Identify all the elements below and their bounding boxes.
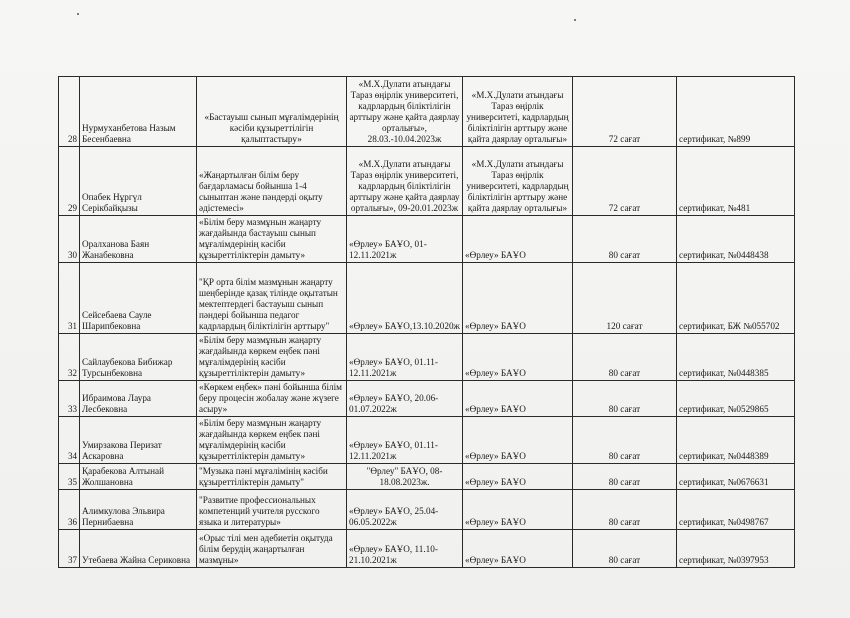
course-hours: 80 сағат	[573, 464, 677, 490]
course-organizer-and-dates: «Өрлеу» БАҰО, 01-12.11.2021ж	[347, 216, 463, 263]
course-title: «Орыс тілі мен әдебиетін оқытуда білім берудің жаңартылған мазмұны»	[197, 530, 347, 568]
certificate-number: сертификат, БЖ №055702	[677, 263, 795, 334]
issuing-institution: «Өрлеу» БАҰО	[463, 530, 573, 568]
teacher-name: Утебаева Жайна Сериковна	[80, 530, 197, 568]
table-row	[59, 381, 795, 417]
table-row	[59, 334, 795, 381]
course-title: "ҚР орта білім мазмұнын жаңарту шеңберінде қазақ тілінде оқытатын мектептердегі бастауыш сынып пәндері бойынша педагог кадрлардың біліктілігін арттыру"	[197, 263, 347, 334]
teacher-name: Алимкулова Эльвира Пернибаевна	[80, 490, 197, 530]
course-organizer-and-dates: «Өрлеу» БАҰО, 01.11-12.11.2021ж	[347, 334, 463, 381]
course-title: «Білім беру мазмұнын жаңарту жағдайында бастауыш сынып мұғалімдерінің кәсіби құзыреттіліктерін дамыту»	[197, 216, 347, 263]
certificate-number: сертификат, №0529865	[677, 381, 795, 417]
table-row	[59, 263, 795, 334]
row-number: 28	[59, 77, 80, 147]
row-number: 30	[59, 216, 80, 263]
table-row	[59, 490, 795, 530]
row-number: 33	[59, 381, 80, 417]
row-number: 36	[59, 490, 80, 530]
course-organizer-and-dates: «Өрлеу» БАҰО, 01.11-12.11.2021ж	[347, 417, 463, 464]
course-organizer-and-dates: "Өрлеу" БАҰО, 08-18.08.2023ж.	[347, 464, 463, 490]
table-row	[59, 417, 795, 464]
course-title: «Жаңартылған білім беру бағдарламасы бойынша 1-4 сыныптан және пәндерді оқыту әдістемесі»	[197, 147, 347, 216]
course-hours: 80 сағат	[573, 334, 677, 381]
teacher-name: Оралханова Баян Жанабековна	[80, 216, 197, 263]
issuing-institution: «Өрлеу» БАҰО	[463, 417, 573, 464]
issuing-institution: «Өрлеу» БАҰО	[463, 334, 573, 381]
course-organizer-and-dates: «М.Х.Дулати атындағы Тараз өңірлік университеті, кадрлардың біліктілігін арттыру және қайта даярлау орталығы», 09-20.01.2023ж	[347, 147, 463, 216]
row-number: 34	[59, 417, 80, 464]
row-number: 35	[59, 464, 80, 490]
issuing-institution: «Өрлеу» БАҰО	[463, 216, 573, 263]
teacher-name: Сейсебаева Сауле Шарипбековна	[80, 263, 197, 334]
issuing-institution: «М.Х.Дулати атындағы Тараз өңірлік университеті, кадрлардың біліктілігін арттыру және қайта даярлау орталығы»	[463, 147, 573, 216]
course-title: "Музыка пәні мұғалімінің кәсіби құзыреттіліктерін дамыту"	[197, 464, 347, 490]
course-hours: 72 сағат	[573, 147, 677, 216]
course-organizer-and-dates: «Өрлеу» БАҰО, 25.04-06.05.2022ж	[347, 490, 463, 530]
table-row	[59, 464, 795, 490]
certificate-number: сертификат, №0498767	[677, 490, 795, 530]
teacher-name: Сайлаубекова Бибижар Турсынбековна	[80, 334, 197, 381]
scan-speck	[77, 13, 79, 15]
course-hours: 80 сағат	[573, 417, 677, 464]
course-organizer-and-dates: «Өрлеу» БАҰО, 11.10-21.10.2021ж	[347, 530, 463, 568]
course-hours: 80 сағат	[573, 530, 677, 568]
course-hours: 72 сағат	[573, 77, 677, 147]
issuing-institution: «Өрлеу» БАҰО	[463, 464, 573, 490]
teacher-name: Ибраимова Лаура Лесбековна	[80, 381, 197, 417]
certificate-number: сертификат, №899	[677, 77, 795, 147]
course-hours: 80 сағат	[573, 490, 677, 530]
issuing-institution: «Өрлеу» БАҰО	[463, 490, 573, 530]
issuing-institution: «М.Х.Дулати атындағы Тараз өңірлік университеті, кадрлардың біліктілігін арттыру және қайта даярлау орталығы»	[463, 77, 573, 147]
certificate-number: сертификат, №481	[677, 147, 795, 216]
issuing-institution: «Өрлеу» БАҰО	[463, 263, 573, 334]
certificate-number: сертификат, №0397953	[677, 530, 795, 568]
course-hours: 80 сағат	[573, 216, 677, 263]
certificate-number: сертификат, №0448438	[677, 216, 795, 263]
course-organizer-and-dates: «М.Х.Дулати атындағы Тараз өңірлік университеті, кадрлардың біліктілігін арттыру және қайта даярлау орталығы», 28.03.-10.04.2023ж	[347, 77, 463, 147]
row-number: 37	[59, 530, 80, 568]
course-title: «Көркем еңбек» пәні бойынша білім беру процесін жобалау және жүзеге асыру»	[197, 381, 347, 417]
issuing-institution: «Өрлеу» БАҰО	[463, 381, 573, 417]
teacher-name: Қарабекова Алтынай Жолшановна	[80, 464, 197, 490]
teacher-name: Нурмуханбетова Назым Бесенбаевна	[80, 77, 197, 147]
course-hours: 80 сағат	[573, 381, 677, 417]
table-row	[59, 147, 795, 216]
row-number: 32	[59, 334, 80, 381]
course-title: "Развитие профессиональных компетенций учителя русского языка и литературы»	[197, 490, 347, 530]
table-row	[59, 530, 795, 568]
course-title: «Білім беру мазмұнын жаңарту жағдайында көркем еңбек пәні мұғалімдерінің кәсіби құзыреттіліктерін дамыту»	[197, 334, 347, 381]
certificate-number: сертификат, №0448385	[677, 334, 795, 381]
course-title: «Бастауыш сынып мұғалімдерінің кәсіби құзыреттілігін қалыптастыру»	[197, 77, 347, 147]
training-records-table	[58, 76, 795, 568]
table-row	[59, 77, 795, 147]
row-number: 31	[59, 263, 80, 334]
certificate-number: сертификат, №0676631	[677, 464, 795, 490]
course-title: «Білім беру мазмұнын жаңарту жағдайында көркем еңбек пәні мұғалімдерінің кәсіби құзыреттіліктерін дамыту»	[197, 417, 347, 464]
course-organizer-and-dates: «Өрлеу» БАҰО,13.10.2020ж	[347, 263, 463, 334]
teacher-name: Умирзакова Перизат Аскаровна	[80, 417, 197, 464]
course-hours: 120 сағат	[573, 263, 677, 334]
row-number: 29	[59, 147, 80, 216]
certificate-number: сертификат, №0448389	[677, 417, 795, 464]
scan-speck	[574, 19, 576, 21]
teacher-name: Опабек Нұргүл Серікбайқызы	[80, 147, 197, 216]
table-row	[59, 216, 795, 263]
course-organizer-and-dates: «Өрлеу» БАҰО, 20.06-01.07.2022ж	[347, 381, 463, 417]
